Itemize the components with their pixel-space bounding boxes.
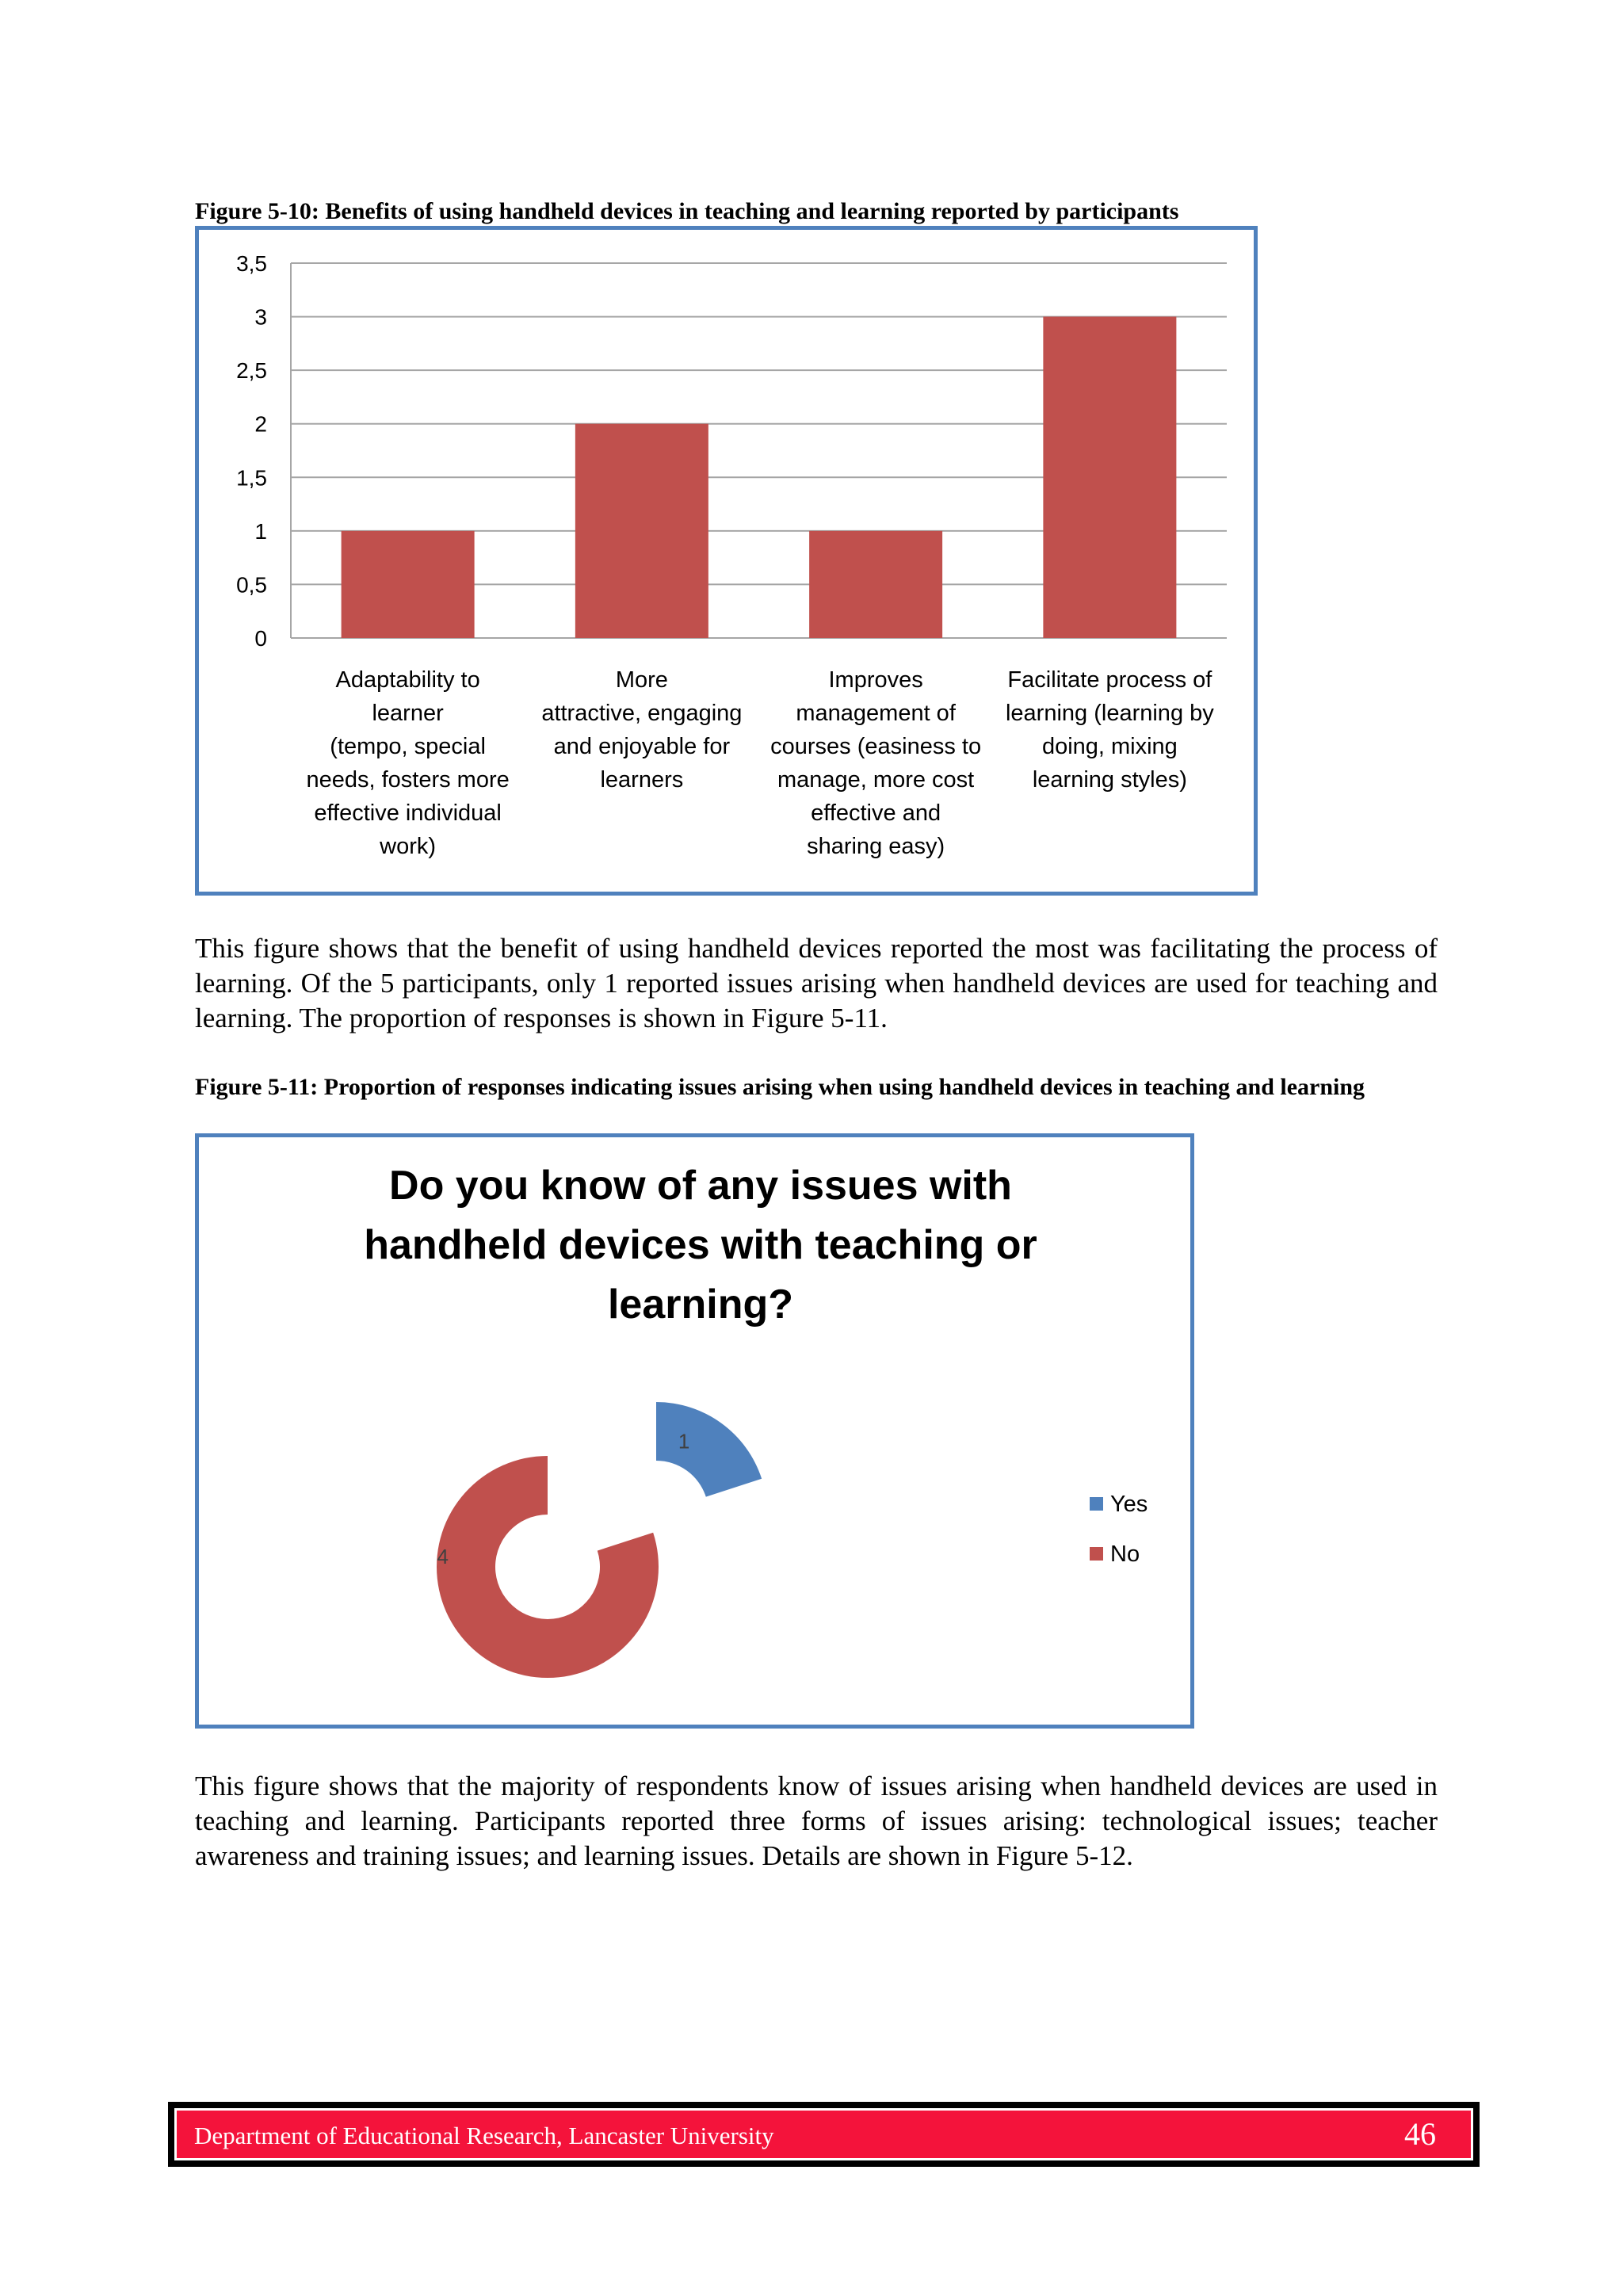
x-tick-label: (tempo, special (330, 734, 486, 759)
bar-chart-svg (199, 230, 1254, 892)
y-tick-label: 3,5 (236, 251, 267, 276)
x-tick-label: Improves (828, 667, 923, 693)
y-tick-label: 2 (254, 411, 267, 437)
x-tick-label: learning styles) (1032, 767, 1187, 793)
bar (342, 531, 475, 638)
footer-bar (174, 2108, 1473, 2160)
x-tick-label: learner (372, 701, 444, 726)
x-tick-label: Facilitate process of (1007, 667, 1212, 693)
legend-label: Yes (1110, 1492, 1148, 1517)
paragraph-1: This figure shows that the benefit of using handheld devices reported the most was facilitating the process of learning. Of the 5 participants, only 1 reported issues arising when handheld devices are used for teaching and learning. The proportion of responses is shown in Figure 5-11. (195, 933, 1438, 1033)
y-tick-label: 3 (254, 304, 267, 330)
benefits-bar-chart (195, 226, 1258, 896)
footer-department: Department of Educational Research, Lancaster University (194, 2122, 774, 2149)
x-tick-label: Adaptability to (335, 667, 480, 693)
legend-swatch (1090, 1547, 1103, 1561)
figure-5-10-caption: Figure 5-10: Benefits of using handheld devices in teaching and learning reported by participants (195, 198, 1179, 224)
legend-swatch (1090, 1497, 1103, 1511)
chart-title: handheld devices with teaching or (364, 1222, 1037, 1268)
x-tick-label: effective individual (314, 800, 502, 826)
donut-chart-svg (199, 1137, 1190, 1725)
data-label: 1 (678, 1429, 690, 1454)
donut-slice-no (437, 1456, 659, 1678)
x-tick-label: More (615, 667, 668, 693)
y-tick-label: 1 (254, 518, 267, 544)
x-tick-label: manage, more cost (777, 767, 975, 793)
y-tick-label: 1,5 (236, 465, 267, 491)
x-tick-label: needs, fosters more (306, 767, 510, 793)
x-tick-label: management of (796, 701, 956, 726)
x-tick-label: courses (easiness to (770, 734, 982, 759)
x-tick-label: work) (380, 834, 437, 859)
y-tick-label: 2,5 (236, 358, 267, 384)
figure-5-11-caption: Figure 5-11: Proportion of responses indicating issues arising when using handheld devices in teaching and learning (195, 1074, 1365, 1100)
issues-donut-chart (195, 1133, 1194, 1729)
x-tick-label: and enjoyable for (553, 734, 731, 759)
paragraph-2: This figure shows that the majority of respondents know of issues arising when handheld devices are used in teaching and learning. Participants reported three forms of issues arising: technological issues; teacher awareness and training issues; and learning issues. Details are shown in Figure 5-12. (195, 1771, 1438, 1871)
x-tick-label: learners (600, 767, 684, 793)
x-tick-label: learning (learning by (1005, 701, 1214, 726)
donut-slice-yes (656, 1402, 762, 1497)
bar (809, 531, 942, 638)
chart-title: learning? (607, 1282, 794, 1328)
bar (1043, 317, 1176, 638)
x-tick-label: sharing easy) (807, 834, 945, 859)
page-number: 46 (1404, 2116, 1436, 2152)
x-tick-label: doing, mixing (1041, 734, 1178, 759)
x-tick-label: effective and (811, 800, 941, 826)
y-tick-label: 0,5 (236, 572, 267, 598)
bar (575, 424, 708, 638)
page-footer (168, 2102, 1480, 2167)
data-label: 4 (437, 1545, 449, 1569)
chart-title: Do you know of any issues with (389, 1163, 1012, 1209)
y-tick-label: 0 (254, 626, 267, 651)
x-tick-label: attractive, engaging (541, 701, 743, 726)
legend-label: No (1110, 1541, 1140, 1567)
